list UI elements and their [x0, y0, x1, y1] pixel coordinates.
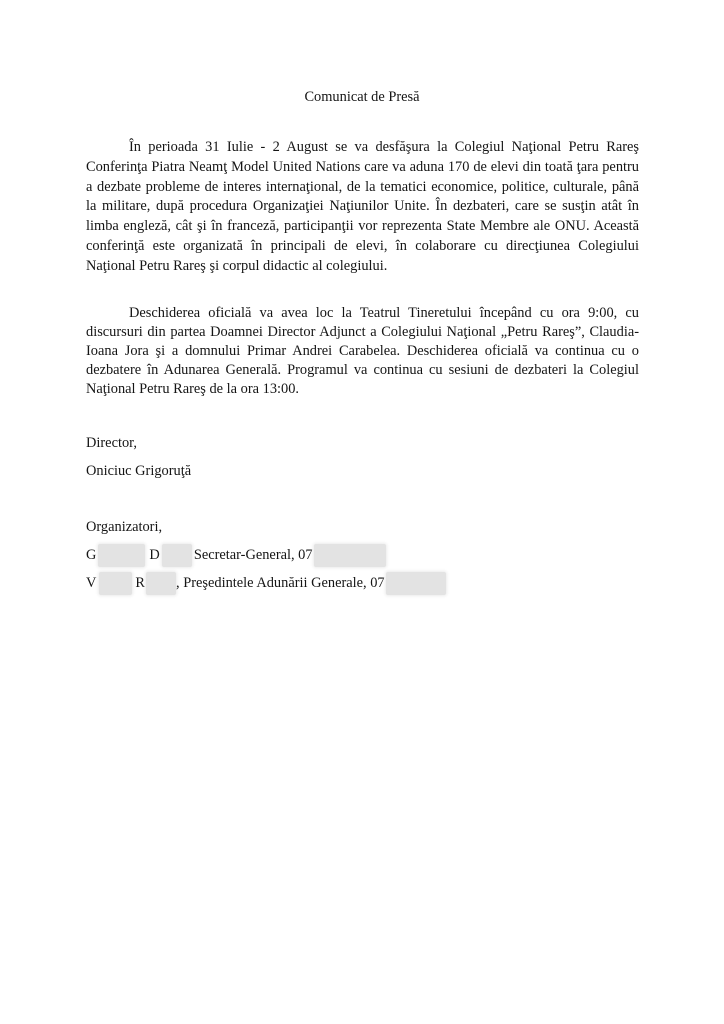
paragraph-conference-announcement — [86, 138, 639, 277]
text-line — [86, 237, 639, 257]
signature-name: Oniciuc Grigoruţă — [86, 463, 192, 479]
organizers-heading: Organizatori, — [86, 519, 163, 535]
redaction-box — [314, 544, 386, 567]
text-line-content: În perioada 31 Iulie - 2 August se va desfăşura la Colegiul Naţional Petru Rareş — [129, 139, 639, 155]
organizer-role: , Preşedintele Adunării Generale, 07 — [176, 575, 385, 591]
text-line-content: Naţional Petru Rareş de la ora 13:00. — [86, 381, 299, 398]
organizer-last-initial: D — [149, 547, 160, 563]
signature-role: Director, — [86, 435, 137, 451]
organizer-entry — [86, 573, 446, 593]
text-line — [86, 158, 639, 178]
paragraph-opening-ceremony — [86, 304, 639, 399]
text-line — [86, 342, 639, 361]
text-line — [86, 217, 639, 237]
text-line — [86, 257, 639, 277]
text-line-content: Deschiderea oficială va avea loc la Teatrul Tineretului începând cu ora 9:00, cu — [129, 305, 639, 321]
text-line-content: Ioana Jora şi a domnului Primar Andrei Carabelea. Deschiderea oficială va continua cu o — [86, 343, 639, 360]
text-line-content: a dezbate probleme de interes internaţional, de la tematici economice, politice, culturale, până — [86, 178, 639, 195]
text-line — [86, 361, 639, 380]
text-line-content: la militare, după procedura Organizaţiei Naţiunilor Unite. În dezbateri, care se susţin atât în — [86, 198, 639, 215]
text-line — [86, 323, 639, 342]
text-line — [86, 197, 639, 217]
text-line-content: Naţional Petru Rareş şi corpul didactic al colegiului. — [86, 257, 388, 274]
redaction-box — [98, 544, 145, 567]
text-line — [86, 380, 639, 399]
text-line — [129, 138, 639, 158]
organizer-first-initial: G — [86, 547, 97, 563]
text-line-content: conferinţă este organizată în principali de elevi, în colaborare cu direcţiunea Colegiului — [86, 237, 639, 254]
text-line-content: limba engleză, cât şi în franceză, participanţii vor reprezenta State Membre ale ONU. Această — [86, 218, 639, 235]
organizer-entry — [86, 545, 386, 565]
document-title: Comunicat de Presă — [304, 89, 420, 105]
text-line-content: discursuri din partea Doamnei Director Adjunct a Colegiului Naţional „Petru Rareş”, Claudia- — [86, 324, 639, 341]
organizer-first-initial: V — [86, 575, 97, 591]
text-line-content: Conferinţa Piatra Neamţ Model United Nations care va aduna 170 de elevi din toată ţara pentru — [86, 158, 639, 175]
redaction-box — [146, 572, 176, 595]
text-line — [86, 178, 639, 198]
organizer-last-initial: R — [135, 575, 146, 591]
redaction-box — [99, 572, 132, 595]
organizer-role: Secretar-General, 07 — [193, 547, 313, 563]
redaction-box — [162, 544, 192, 567]
redaction-box — [386, 572, 446, 595]
text-line-content: dezbatere în Adunarea Generală. Programul va continua cu sesiuni de dezbateri la Colegiul — [86, 362, 639, 379]
text-line — [129, 304, 639, 323]
